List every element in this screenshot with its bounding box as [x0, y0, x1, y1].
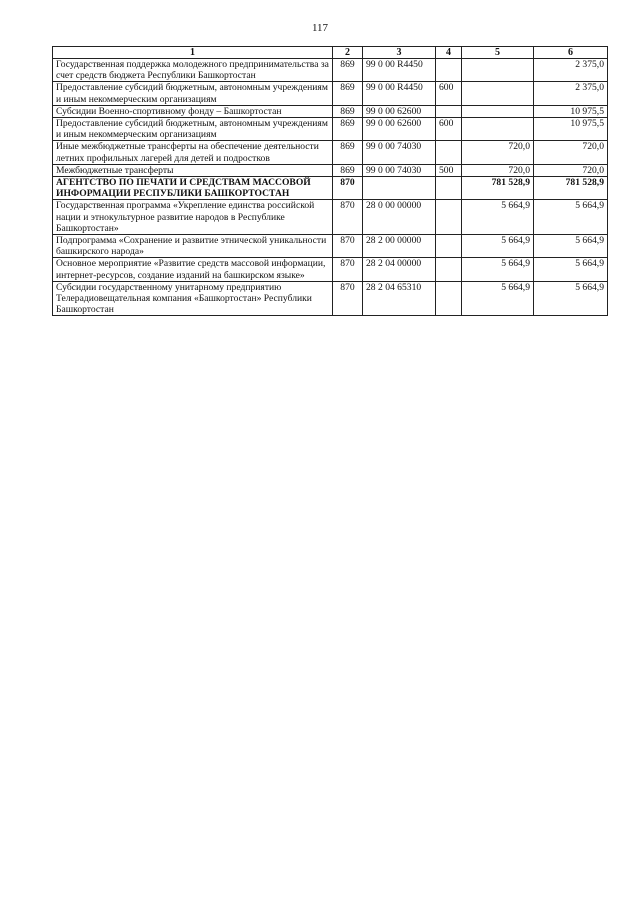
table-row [53, 118, 608, 141]
row-amount-2: 781 528,9 [534, 177, 608, 200]
row-admin-code: 870 [333, 258, 363, 281]
row-expense-code: 600 [436, 118, 462, 141]
row-name: Государственная программа «Укрепление единства российской нации и этнокультурное развитие народов в Республике Башкортостан» [53, 200, 333, 235]
row-amount-2: 2 375,0 [534, 82, 608, 105]
row-expense-code [436, 258, 462, 281]
row-admin-code: 869 [333, 82, 363, 105]
row-name: Предоставление субсидий бюджетным, автономным учреждениям и иным некоммерческим организациям [53, 118, 333, 141]
table-row [53, 200, 608, 235]
header-col-2: 2 [333, 47, 363, 59]
row-target-code: 28 2 04 65310 [363, 281, 436, 316]
header-col-3: 3 [363, 47, 436, 59]
row-admin-code: 870 [333, 235, 363, 258]
row-amount-2: 10 975,5 [534, 118, 608, 141]
budget-table [52, 46, 608, 316]
row-amount-1: 5 664,9 [462, 281, 534, 316]
row-amount-2: 720,0 [534, 141, 608, 164]
row-amount-1: 5 664,9 [462, 235, 534, 258]
row-expense-code [436, 200, 462, 235]
row-admin-code: 869 [333, 118, 363, 141]
table-row [53, 177, 608, 200]
row-admin-code: 869 [333, 164, 363, 176]
row-admin-code: 869 [333, 105, 363, 117]
row-amount-1: 781 528,9 [462, 177, 534, 200]
header-col-5: 5 [462, 47, 534, 59]
table-row [53, 258, 608, 281]
row-amount-2: 720,0 [534, 164, 608, 176]
row-admin-code: 870 [333, 200, 363, 235]
row-expense-code [436, 177, 462, 200]
table-row [53, 164, 608, 176]
row-amount-1: 720,0 [462, 164, 534, 176]
page-number: 117 [311, 22, 329, 34]
row-target-code: 28 0 00 00000 [363, 200, 436, 235]
row-admin-code: 870 [333, 281, 363, 316]
row-expense-code [436, 141, 462, 164]
row-amount-1 [462, 82, 534, 105]
table-body [53, 59, 608, 316]
row-name: Подпрограмма «Сохранение и развитие этнической уникальности башкирского народа» [53, 235, 333, 258]
table-row [53, 105, 608, 117]
row-name: Основное мероприятие «Развитие средств массовой информации, интернет-ресурсов, создание изданий на башкирском языке» [53, 258, 333, 281]
row-admin-code: 869 [333, 59, 363, 82]
row-amount-1 [462, 105, 534, 117]
header-col-1: 1 [53, 47, 333, 59]
row-amount-2: 5 664,9 [534, 258, 608, 281]
row-name: Государственная поддержка молодежного предпринимательства за счет средств бюджета Республики Башкортостан [53, 59, 333, 82]
row-admin-code: 869 [333, 141, 363, 164]
row-admin-code: 870 [333, 177, 363, 200]
row-target-code: 99 0 00 R4450 [363, 59, 436, 82]
row-name: Предоставление субсидий бюджетным, автономным учреждениям и иным некоммерческим организациям [53, 82, 333, 105]
row-name: АГЕНТСТВО ПО ПЕЧАТИ И СРЕДСТВАМ МАССОВОЙ ИНФОРМАЦИИ РЕСПУБЛИКИ БАШКОРТОСТАН [53, 177, 333, 200]
header-col-4: 4 [436, 47, 462, 59]
table-row [53, 281, 608, 316]
row-expense-code: 600 [436, 82, 462, 105]
row-name: Иные межбюджетные трансферты на обеспечение деятельности летних профильных лагерей для детей и подростков [53, 141, 333, 164]
row-expense-code: 500 [436, 164, 462, 176]
row-amount-1 [462, 59, 534, 82]
header-col-6: 6 [534, 47, 608, 59]
row-amount-2: 5 664,9 [534, 200, 608, 235]
row-amount-1: 5 664,9 [462, 200, 534, 235]
row-amount-1 [462, 118, 534, 141]
row-amount-1: 5 664,9 [462, 258, 534, 281]
row-name: Межбюджетные трансферты [53, 164, 333, 176]
row-name: Субсидии Военно-спортивному фонду – Башкортостан [53, 105, 333, 117]
table-row [53, 141, 608, 164]
row-target-code: 99 0 00 74030 [363, 164, 436, 176]
row-amount-2: 5 664,9 [534, 281, 608, 316]
row-name: Субсидии государственному унитарному предприятию Телерадиовещательная компания «Башкортостан» Республики Башкортостан [53, 281, 333, 316]
table-header-row [53, 47, 608, 59]
row-target-code: 99 0 00 R4450 [363, 82, 436, 105]
table-row [53, 59, 608, 82]
row-expense-code [436, 105, 462, 117]
row-amount-2: 10 975,5 [534, 105, 608, 117]
row-amount-2: 5 664,9 [534, 235, 608, 258]
row-expense-code [436, 281, 462, 316]
table-row [53, 235, 608, 258]
row-target-code: 99 0 00 62600 [363, 105, 436, 117]
row-target-code [363, 177, 436, 200]
row-expense-code [436, 59, 462, 82]
row-amount-1: 720,0 [462, 141, 534, 164]
table-row [53, 82, 608, 105]
row-target-code: 28 2 04 00000 [363, 258, 436, 281]
row-expense-code [436, 235, 462, 258]
row-amount-2: 2 375,0 [534, 59, 608, 82]
row-target-code: 99 0 00 62600 [363, 118, 436, 141]
row-target-code: 99 0 00 74030 [363, 141, 436, 164]
row-target-code: 28 2 00 00000 [363, 235, 436, 258]
